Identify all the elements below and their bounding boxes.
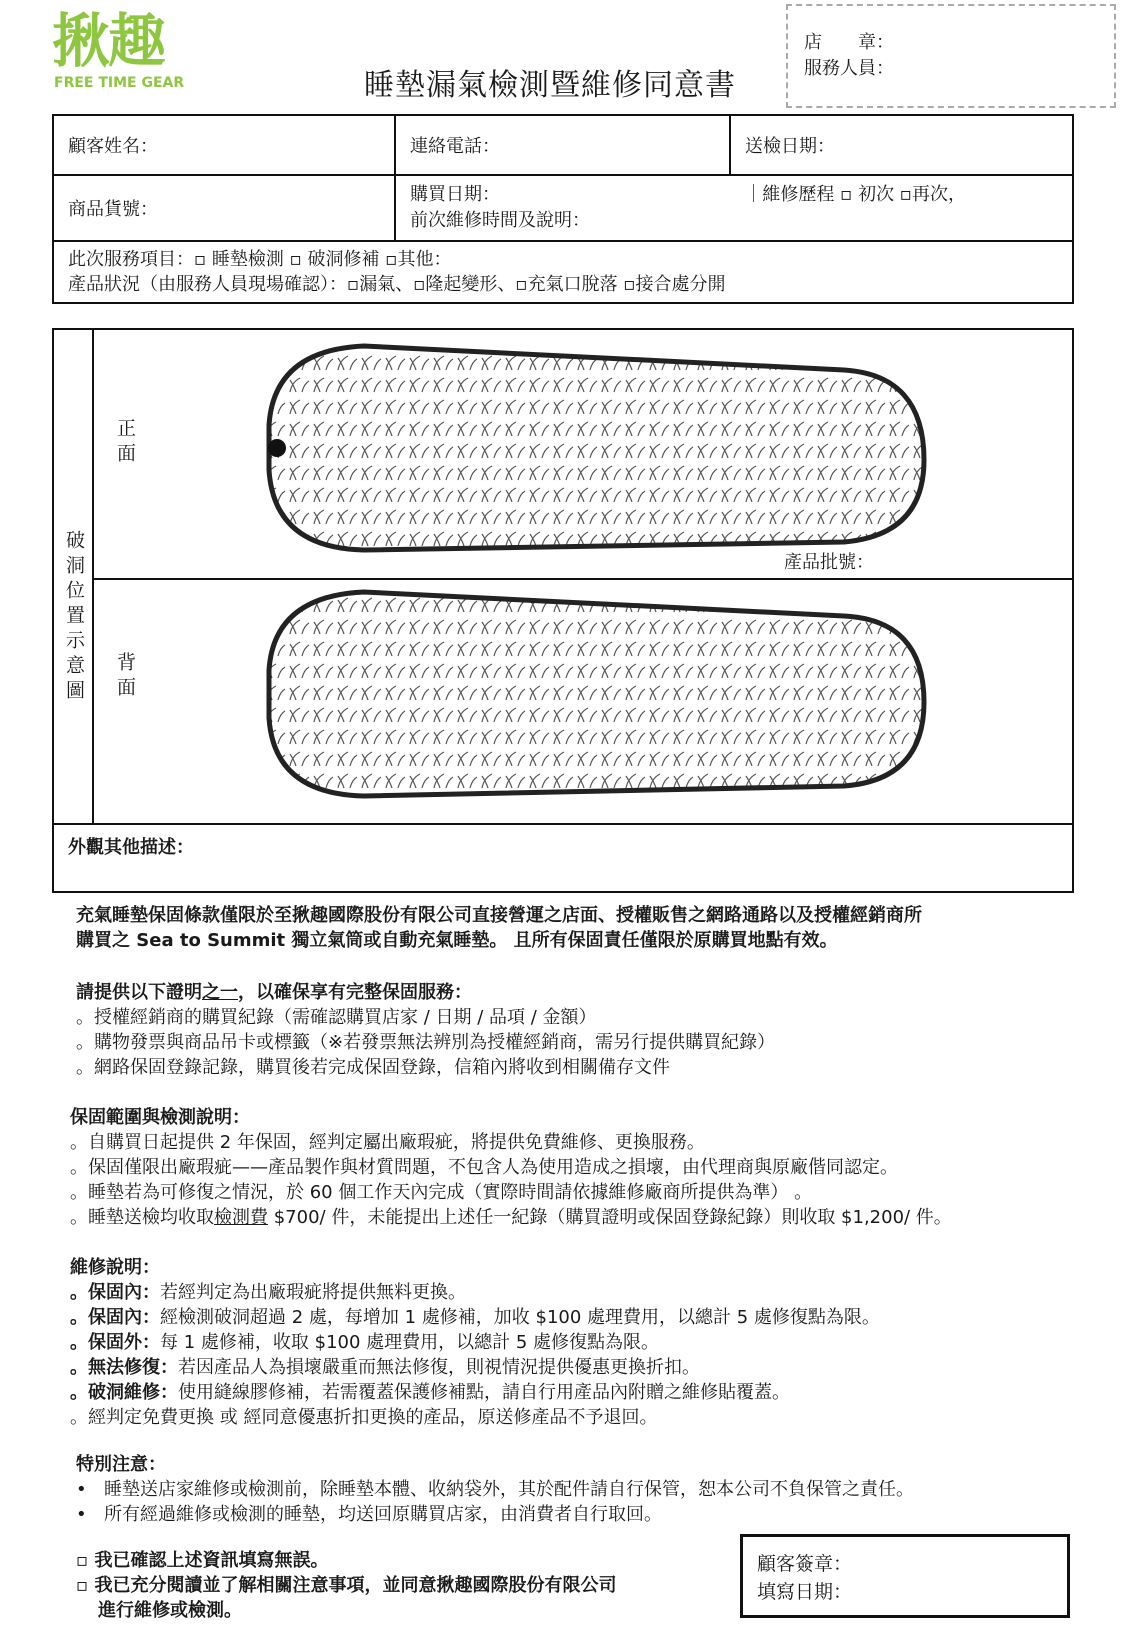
notice-section xyxy=(76,1452,914,1527)
list-item: 。保固內：若經判定為出廠瑕疵將提供無料更換。 xyxy=(70,1282,466,1303)
signature-box[interactable] xyxy=(740,1534,1070,1618)
prev-repair-label: 前次維修時間及說明： xyxy=(410,210,590,231)
confirm-checkbox-1[interactable]: ▫ 我已確認上述資訊填寫無誤。 xyxy=(76,1550,329,1571)
scope-heading: 保固範圍與檢測說明： xyxy=(70,1107,250,1128)
store-stamp-label: 店 章： xyxy=(804,32,894,53)
logo-mark: 揪趣 xyxy=(52,7,165,75)
confirm-checkbox-2[interactable]: ▫ 我已充分閱讀並了解相關注意事項，並同意揪趣國際股份有限公司 xyxy=(76,1575,617,1596)
phone-field[interactable]: 連絡電話： xyxy=(395,115,730,175)
valve-icon xyxy=(268,439,286,457)
list-item: 。自購買日起提供 2 年保固，經判定屬出廠瑕疵，將提供免費維修、更換服務。 xyxy=(70,1132,705,1153)
list-item: 。保固外：每 1 處修補，收取 $100 處理費用，以總計 5 處修復點為限。 xyxy=(70,1332,660,1353)
customer-name-field[interactable]: 顧客姓名： xyxy=(53,115,395,175)
list-item: 。購物發票與商品吊卡或標籤（※若發票無法辨別為授權經銷商，需另行提供購買紀錄） xyxy=(76,1032,776,1053)
customer-info-table xyxy=(52,114,1074,304)
scope-section xyxy=(70,1105,952,1230)
back-mat-outline xyxy=(254,580,954,810)
confirm-section xyxy=(76,1548,616,1623)
repair-history-label: ｜維修歷程 ▫ 初次 ▫再次， xyxy=(744,184,966,205)
confirm-checkbox-2-cont: 進行維修或檢測。 xyxy=(98,1600,242,1621)
customer-signature-label: 顧客簽章： xyxy=(757,1553,853,1575)
list-item: 。授權經銷商的購買紀錄（需確認購買店家 / 日期 / 品項 / 金額） xyxy=(76,1007,597,1028)
mat-illustrations xyxy=(94,330,1072,822)
product-number-field[interactable]: 商品貨號： xyxy=(53,175,395,241)
list-item: 。保固僅限出廠瑕疵——產品製作與材質問題，不包含人為使用造成之損壞，由代理商與原廠偕同認定。 xyxy=(70,1157,898,1178)
warranty-line-1: 充氣睡墊保固條款僅限於至揪趣國際股份有限公司直接營運之店面、授權販售之網路通路以及授權經銷商所 xyxy=(76,905,922,926)
batch-number-label: 產品批號： xyxy=(784,552,874,573)
service-cell[interactable] xyxy=(53,241,1073,303)
list-item: 。網路保固登錄記錄，購買後若完成保固登錄，信箱內將收到相關備存文件 xyxy=(76,1057,670,1078)
warranty-line-2: 購買之 Sea to Summit 獨立氣筒或自動充氣睡墊。 且所有保固責任僅限於原購買地點有效。 xyxy=(76,930,838,951)
repair-heading: 維修說明： xyxy=(70,1257,160,1278)
purchase-history-cell[interactable] xyxy=(395,175,1073,241)
diagram-side-label: 破洞位置示意圖 xyxy=(63,530,85,705)
logo-tagline: FREE TIME GEAR xyxy=(54,75,185,91)
front-label: 正面 xyxy=(114,418,136,468)
list-item: • 睡墊送店家維修或檢測前，除睡墊本體、收納袋外，其於配件請自行保管，恕本公司不負保管之責任。 xyxy=(76,1479,914,1500)
back-label: 背面 xyxy=(114,652,136,702)
repair-section xyxy=(70,1255,880,1430)
list-item: 。破洞維修：使用縫線膠修補，若需覆蓋保護修補點，請自行用產品內附贈之維修貼覆蓋。 xyxy=(70,1382,790,1403)
notice-heading: 特別注意： xyxy=(76,1454,166,1475)
list-item: 。無法修復：若因產品人為損壞嚴重而無法修復，則視情況提供優惠更換折扣。 xyxy=(70,1357,700,1378)
staff-label: 服務人員： xyxy=(804,58,894,79)
list-item: 。保固內：經檢測破洞超過 2 處，每增加 1 處修補，加收 $100 處理費用，以總計 5 處修復點為限。 xyxy=(70,1307,880,1328)
list-item: • 所有經過維修或檢測的睡墊，均送回原購買店家，由消費者自行取回。 xyxy=(76,1504,662,1525)
product-status-label: 產品狀況（由服務人員現場確認）：▫漏氣、▫隆起變形、▫充氣口脫落 ▫接合處分開 xyxy=(68,274,726,295)
proof-section xyxy=(76,980,775,1080)
front-mat-outline xyxy=(254,330,954,570)
warranty-statement xyxy=(76,903,922,953)
damage-location-diagram xyxy=(52,328,1074,893)
purchase-date-label: 購買日期： xyxy=(410,184,500,205)
appearance-label: 外觀其他描述： xyxy=(68,837,194,858)
appearance-divider xyxy=(54,823,1072,825)
list-item: 。經判定免費更換 或 經同意優惠折扣更換的產品，原送修產品不予退回。 xyxy=(70,1407,658,1428)
send-date-field[interactable]: 送檢日期： xyxy=(730,115,1073,175)
proof-heading: 請提供以下證明之一，以確保享有完整保固服務： xyxy=(76,982,472,1003)
list-item: 。睡墊送檢均收取檢測費 $700/ 件，未能提出上述任一紀錄（購買證明或保固登錄紀錄）則收取 $1,200/ 件。 xyxy=(70,1207,952,1228)
service-items-label: 此次服務項目：▫ 睡墊檢測 ▫ 破洞修補 ▫其他： xyxy=(68,249,452,270)
list-item: 。睡墊若為可修復之情況，於 60 個工作天內完成（實際時間請依據維修廠商所提供為準） 。 xyxy=(70,1182,813,1203)
page-title: 睡墊漏氣檢測暨維修同意書 xyxy=(364,68,736,103)
diagram-side-column xyxy=(54,330,94,825)
fill-date-label: 填寫日期： xyxy=(757,1581,853,1603)
